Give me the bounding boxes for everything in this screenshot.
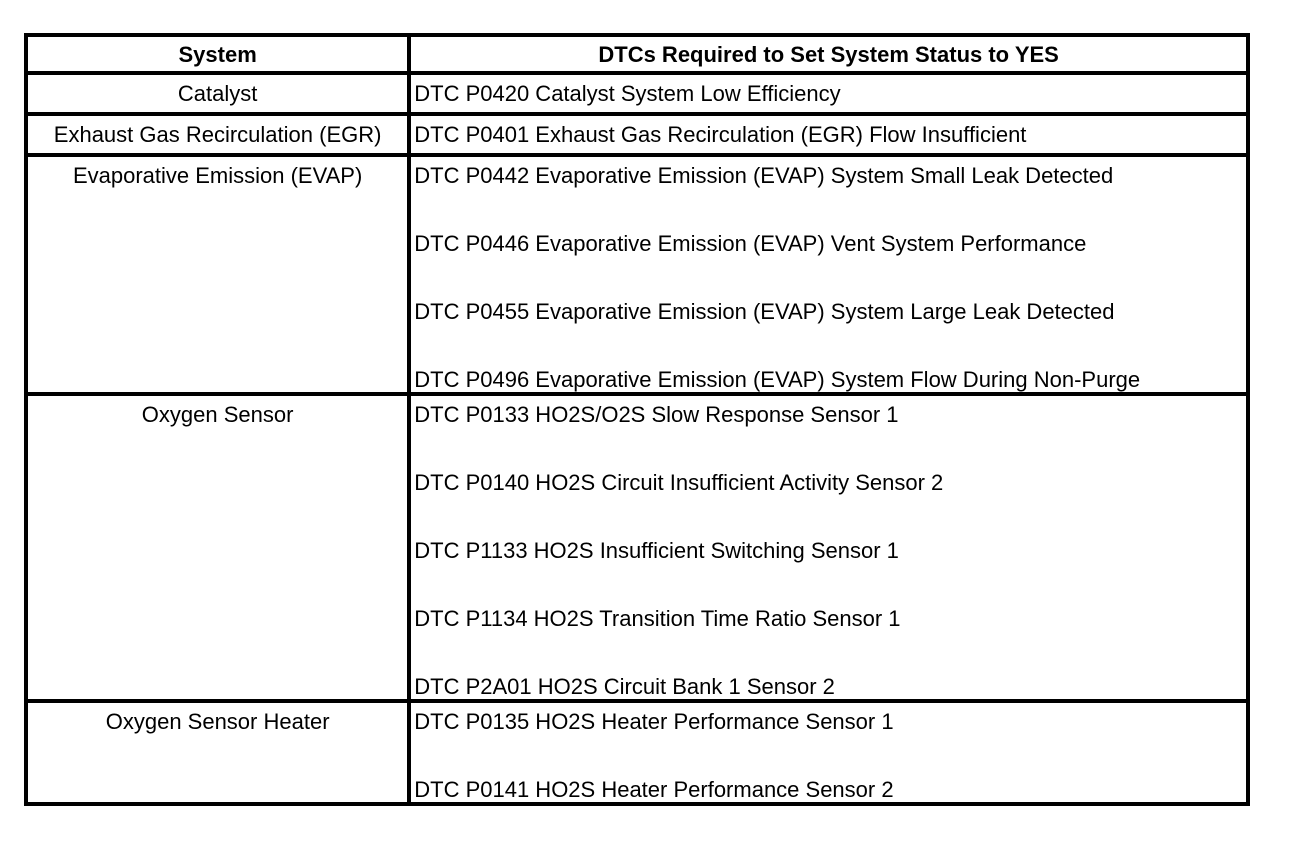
dtc-entry: DTC P0141 HO2S Heater Performance Sensor 2 — [414, 777, 894, 802]
dtc-entry: DTC P0442 Evaporative Emission (EVAP) System Small Leak Detected — [414, 163, 1114, 188]
dtc-cell — [409, 114, 1248, 155]
dtc-entry: DTC P2A01 HO2S Circuit Bank 1 Sensor 2 — [414, 674, 835, 699]
table-row-egr — [26, 114, 1248, 155]
system-cell: Oxygen Sensor Heater — [26, 701, 409, 804]
system-cell: Oxygen Sensor — [26, 394, 409, 701]
dtc-entry: DTC P0446 Evaporative Emission (EVAP) Vent System Performance — [414, 231, 1087, 256]
dtc-cell — [409, 394, 1248, 701]
table-row-evap — [26, 155, 1248, 394]
dtc-cell — [409, 73, 1248, 114]
dtc-system-status-table — [24, 33, 1250, 806]
dtc-entry: DTC P0140 HO2S Circuit Insufficient Activity Sensor 2 — [414, 470, 944, 495]
system-cell: Exhaust Gas Recirculation (EGR) — [26, 114, 409, 155]
table-row-catalyst — [26, 73, 1248, 114]
dtcs-column-header: DTCs Required to Set System Status to YES — [409, 35, 1248, 73]
dtc-entry: DTC P0401 Exhaust Gas Recirculation (EGR) Flow Insufficient — [414, 122, 1027, 147]
table-header-row — [26, 35, 1248, 73]
dtc-entry: DTC P0133 HO2S/O2S Slow Response Sensor 1 — [414, 402, 899, 427]
dtc-entry: DTC P1133 HO2S Insufficient Switching Sensor 1 — [414, 538, 899, 563]
dtc-entry: DTC P0135 HO2S Heater Performance Sensor 1 — [414, 709, 894, 734]
dtc-entry: DTC P0455 Evaporative Emission (EVAP) System Large Leak Detected — [414, 299, 1115, 324]
system-cell: Catalyst — [26, 73, 409, 114]
system-column-header: System — [26, 35, 409, 73]
dtc-entry: DTC P0420 Catalyst System Low Efficiency — [414, 81, 841, 106]
dtc-entry: DTC P0496 Evaporative Emission (EVAP) System Flow During Non-Purge — [414, 367, 1141, 392]
table-row-oxygen-sensor-heater — [26, 701, 1248, 804]
table-row-oxygen-sensor — [26, 394, 1248, 701]
system-cell: Evaporative Emission (EVAP) — [26, 155, 409, 394]
dtc-cell — [409, 155, 1248, 394]
dtc-cell — [409, 701, 1248, 804]
dtc-entry: DTC P1134 HO2S Transition Time Ratio Sensor 1 — [414, 606, 901, 631]
